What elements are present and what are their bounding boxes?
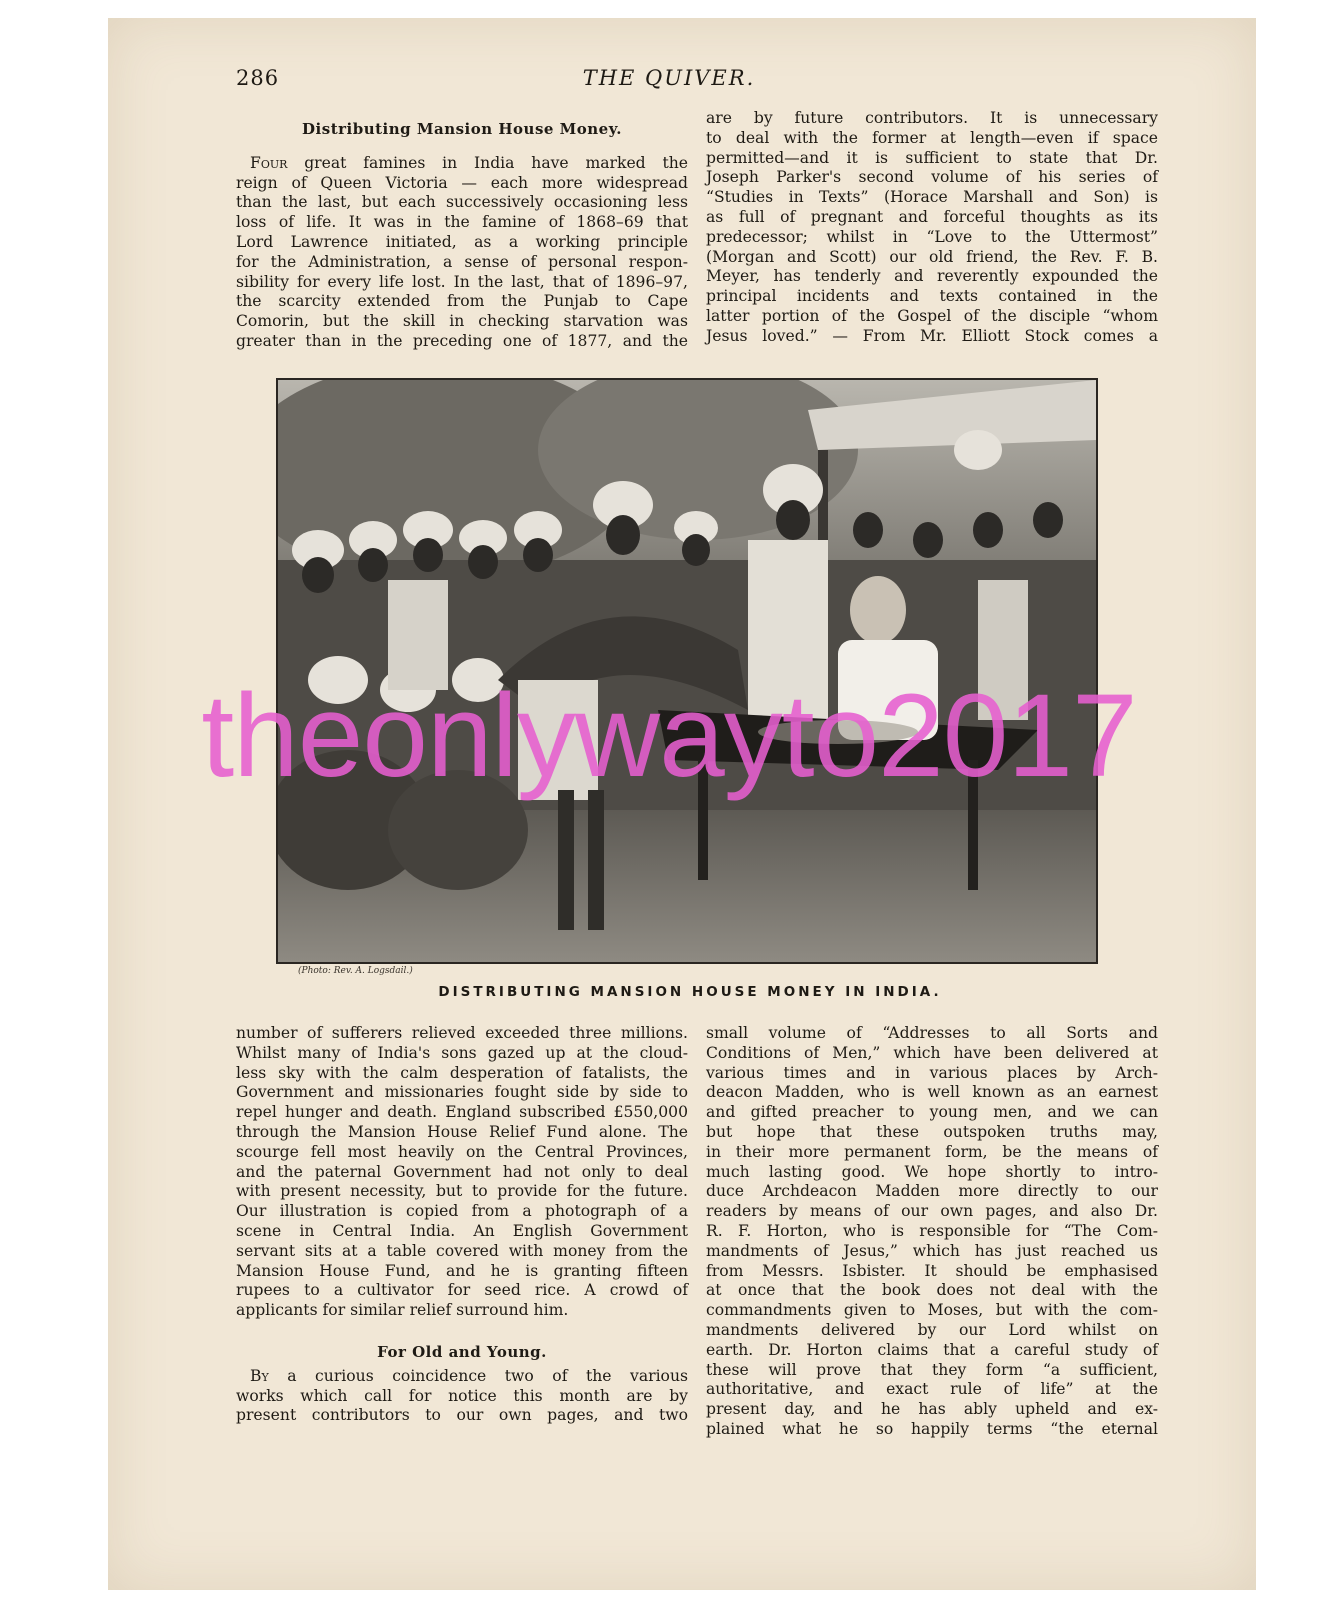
paragraph-line: plained what he so happily terms “the eternal bbox=[706, 1419, 1158, 1438]
paragraph-line: than the last, but each successively occasioning less bbox=[236, 193, 688, 212]
seller-watermark: theonlywayto2017 bbox=[201, 670, 1137, 802]
running-title: THE QUIVER. bbox=[582, 66, 756, 90]
paragraph-line: from Messrs. Isbister. It should be emphasised bbox=[706, 1261, 1158, 1280]
paragraph-line: but hope that these outspoken truths may, bbox=[706, 1122, 1158, 1141]
paragraph-line: present day, and he has ably upheld and ex- bbox=[706, 1400, 1158, 1419]
paragraph-line: mandments delivered by our Lord whilst on bbox=[706, 1320, 1158, 1339]
paragraph-line: for the Administration, a sense of personal respon- bbox=[236, 252, 688, 271]
figure-caption: DISTRIBUTING MANSION HOUSE MONEY IN INDIA. bbox=[438, 984, 942, 1000]
paragraph-line: Comorin, but the skill in checking starvation was bbox=[236, 312, 688, 331]
paragraph-line: rupees to a cultivator for seed rice. A crowd of bbox=[236, 1281, 688, 1300]
paragraph-line: By a curious coincidence two of the various bbox=[250, 1366, 688, 1385]
paragraph-line: Our illustration is copied from a photograph of a bbox=[236, 1202, 688, 1221]
paragraph-line: in their more permanent form, be the means of bbox=[706, 1142, 1158, 1161]
column-bottom-right bbox=[706, 1024, 1158, 1440]
paragraph-line: various times and in various places by Arch- bbox=[706, 1063, 1158, 1082]
paragraph-line: duce Archdeacon Madden more directly to our bbox=[706, 1182, 1158, 1201]
paragraph-line: and the paternal Government had not only to deal bbox=[236, 1162, 688, 1181]
paragraph-line: deacon Madden, who is well known as an earnest bbox=[706, 1083, 1158, 1102]
paragraph-line: mandments of Jesus,” which has just reached us bbox=[706, 1241, 1158, 1260]
column-top-right bbox=[706, 109, 1158, 347]
paragraph-line: greater than in the preceding one of 1877, and the bbox=[236, 331, 688, 350]
drop-word: Four bbox=[250, 153, 288, 172]
paragraph-line: works which call for notice this month are by bbox=[236, 1386, 688, 1405]
paragraph-line: less sky with the calm desperation of fatalists, the bbox=[236, 1063, 688, 1082]
paragraph-line: Four great famines in India have marked the bbox=[250, 153, 688, 172]
page-number: 286 bbox=[236, 66, 280, 90]
paragraph-line: small volume of “Addresses to all Sorts and bbox=[706, 1024, 1158, 1042]
paragraph-line: Lord Lawrence initiated, as a working principle bbox=[236, 232, 688, 251]
paragraph-line: present contributors to our own pages, and two bbox=[236, 1406, 688, 1425]
paragraph-line: much lasting good. We hope shortly to intro- bbox=[706, 1162, 1158, 1181]
paragraph-line: scourge fell most heavily on the Central Provinces, bbox=[236, 1142, 688, 1161]
paragraph-line: through the Mansion House Relief Fund alone. The bbox=[236, 1122, 688, 1141]
paragraph-line: earth. Dr. Horton claims that a careful study of bbox=[706, 1340, 1158, 1359]
photo-credit: (Photo: Rev. A. Logsdail.) bbox=[298, 966, 413, 976]
paragraph-line: at once that the book does not deal with the bbox=[706, 1281, 1158, 1300]
paragraph-line: readers by means of our own pages, and also Dr. bbox=[706, 1202, 1158, 1221]
paragraph-line: Whilst many of India's sons gazed up at the cloud- bbox=[236, 1043, 688, 1062]
paragraph-line: to deal with the former at length—even if space bbox=[706, 128, 1158, 147]
paragraph-line: commandments given to Moses, but with the com- bbox=[706, 1301, 1158, 1320]
paragraph-line: repel hunger and death. England subscribed £550,000 bbox=[236, 1103, 688, 1122]
section-title-distributing: Distributing Mansion House Money. bbox=[302, 120, 622, 138]
drop-word: By bbox=[250, 1366, 269, 1385]
paragraph-line: (Morgan and Scott) our old friend, the Rev. F. B. bbox=[706, 247, 1158, 266]
paragraph-line: with present necessity, but to provide for the future. bbox=[236, 1182, 688, 1201]
paragraph-line: authoritative, and exact rule of life” at the bbox=[706, 1380, 1158, 1399]
paragraph-line: permitted—and it is sufficient to state that Dr. bbox=[706, 148, 1158, 167]
paragraph-line: “Studies in Texts” (Horace Marshall and Son) is bbox=[706, 188, 1158, 207]
paragraph-line: the scarcity extended from the Punjab to Cape bbox=[236, 292, 688, 311]
paragraph-line: Government and missionaries fought side by side to bbox=[236, 1083, 688, 1102]
section-title-old-young: For Old and Young. bbox=[377, 1342, 547, 1361]
paragraph-line: sibility for every life lost. In the last, that of 1896–97, bbox=[236, 272, 688, 291]
paragraph-line: reign of Queen Victoria — each more widespread bbox=[236, 173, 688, 192]
paragraph-line: these will prove that they form “a sufficient, bbox=[706, 1360, 1158, 1379]
paragraph-line: servant sits at a table covered with money from the bbox=[236, 1241, 688, 1260]
paragraph-line: Conditions of Men,” which have been delivered at bbox=[706, 1043, 1158, 1062]
paragraph-line: R. F. Horton, who is responsible for “The Com- bbox=[706, 1221, 1158, 1240]
paragraph-line: Mansion House Fund, and he is granting fifteen bbox=[236, 1261, 688, 1280]
column-top-left bbox=[236, 120, 688, 352]
paragraph-line: number of sufferers relieved exceeded three millions. bbox=[236, 1024, 688, 1042]
paragraph-line: Meyer, has tenderly and reverently expounded the bbox=[706, 267, 1158, 286]
paragraph-line: loss of life. It was in the famine of 1868–69 that bbox=[236, 213, 688, 232]
paragraph-line: principal incidents and texts contained in the bbox=[706, 287, 1158, 306]
paragraph-line: latter portion of the Gospel of the disciple “whom bbox=[706, 306, 1158, 325]
paragraph-line: Jesus loved.” — From Mr. Elliott Stock comes a bbox=[706, 326, 1158, 345]
paragraph-line: are by future contributors. It is unnecessary bbox=[706, 109, 1158, 127]
paragraph-line: as full of pregnant and forceful thoughts as its bbox=[706, 207, 1158, 226]
paragraph-line: and gifted preacher to young men, and we can bbox=[706, 1103, 1158, 1122]
paragraph-line: applicants for similar relief surround him. bbox=[236, 1301, 569, 1320]
paragraph-line: scene in Central India. An English Government bbox=[236, 1221, 688, 1240]
paragraph-line: Joseph Parker's second volume of his series of bbox=[706, 168, 1158, 187]
paragraph-line: predecessor; whilst in “Love to the Uttermost” bbox=[706, 227, 1158, 246]
column-bottom-left bbox=[236, 1024, 688, 1426]
